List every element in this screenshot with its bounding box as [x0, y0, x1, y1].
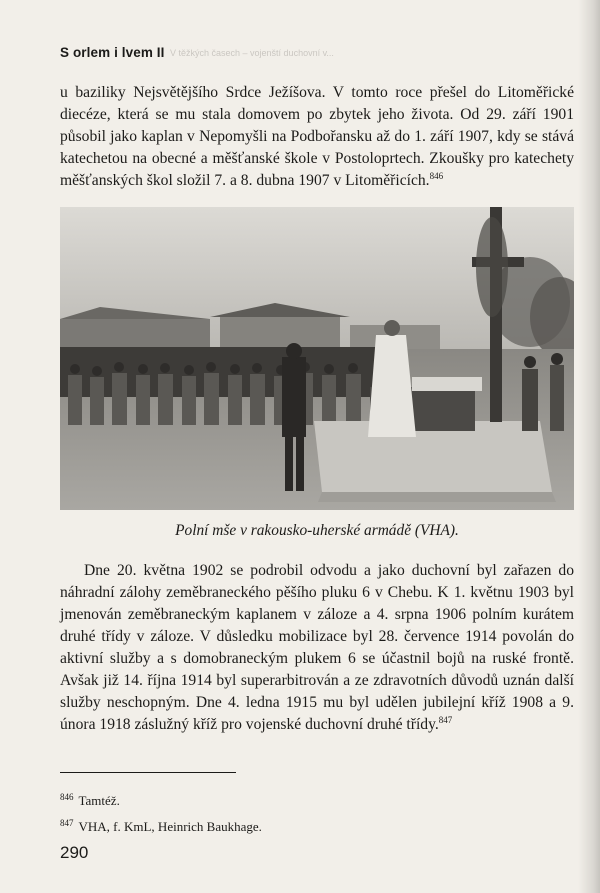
footnote-text: VHA, f. KmL, Heinrich Baukhage. [78, 819, 262, 834]
figure-caption: Polní mše v rakousko-uherské armádě (VHA). [175, 522, 459, 539]
photo-illustration [60, 207, 574, 510]
footnote-846 [60, 786, 540, 812]
footnote-847 [60, 812, 540, 838]
footnotes [60, 786, 540, 838]
running-header-title: S orlem i lvem II [60, 45, 165, 60]
footnote-text: Tamtéž. [78, 793, 120, 808]
paragraph-2-text: Dne 20. května 1902 se podrobil odvodu a jako duchovní byl zařazen do náhradní zálohy zeměbraneckého pěšího pluku 6 v Chebu. K 1. květnu 1903 byl jmenován zeměbraneckým kaplanem v záloze a 4. srpna 1906 polním kurátem druhé třídy v záloze. V důsledku mobilizace byl 28. července 1914 povolán do aktivní služby a s domobraneckým plukem 6 se účastnil bojů na ruské frontě. Avšak již 14. října 1914 byl superarbitrován a ze zdravotních důvodů uznán další služby neschopným. Dne 4. ledna 1915 mu byl udělen jubilejní kříž 1908 a 9. února 1918 záslužný kříž pro vojenské duchovní druhé třídy. [60, 562, 574, 733]
footnote-ref-847[interactable]: 847 [438, 715, 453, 725]
historical-photo-field-mass [60, 207, 574, 510]
footnote-number: 847 [60, 818, 74, 828]
body-paragraph-2 [60, 560, 574, 736]
footnote-ref-846[interactable]: 846 [429, 171, 444, 181]
page-number: 290 [60, 843, 89, 862]
paragraph-1-text: u baziliky Nejsvětějšího Srdce Ježíšova. V tomto roce přešel do Litoměřické diecéze, která se mu stala domovem po zbytek jeho života. Od 29. září 1901 působil jako kaplan v Nepomyšli na Podbořansku až do 1. září 1907, kdy se stává katechetou na obecné a měšťanské škole v Postoloprtech. Zkoušky pro katechety měšťanských škol složil 7. a 8. dubna 1907 v Litoměřicích. [60, 84, 574, 189]
footnote-separator [60, 772, 236, 773]
body-paragraph-1 [60, 82, 574, 192]
bleed-through-text: V těžkých časech – vojenští duchovní v... [170, 48, 334, 58]
page-gutter-shadow [578, 0, 600, 893]
footnote-number: 846 [60, 792, 74, 802]
